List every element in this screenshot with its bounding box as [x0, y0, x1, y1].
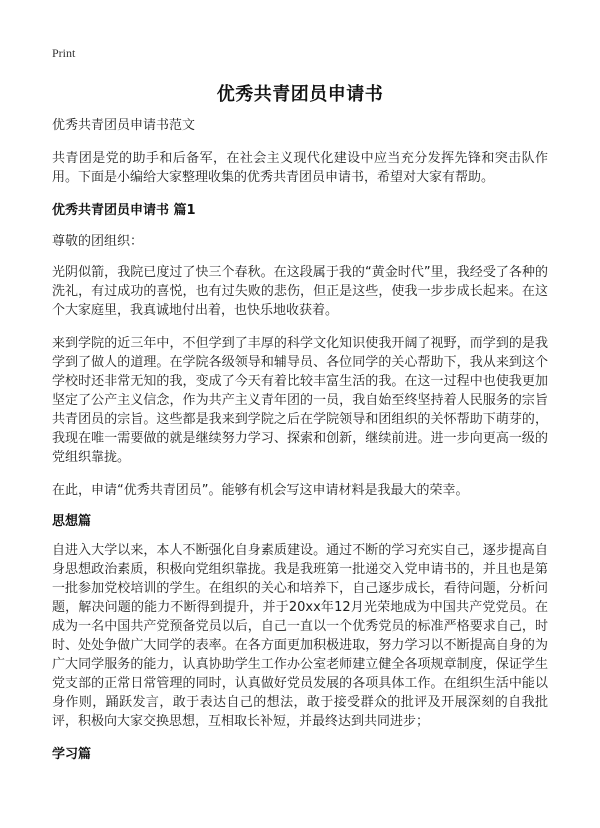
paragraph-4: 自进入大学以来，本人不断强化自身素质建设。通过不断的学习充实自己，逐步提高自身思想政治素质，积极向党组织靠拢。我是我班第一批递交入党申请书的，并且也是第一批参加党校培训的学生。在组织的关心和培养下，自己逐步成长，看待问题，分析问题，解决问题的能力不断得到提升，并于20xx年12月光荣地成为中国共产党党员。在成为一名中国共产党预备党员以后，自己一直以一个优秀党员的标准严格要求自己，时时、处处争做广大同学的表率。在各方面更加积极进取，努力学习以不断提高自身的为广大同学服务的能力，认真协助学生工作办公室老师建立健全各项规章制度，保证学生党支部的正常日常管理的同时，认真做好党员发展的各项具体工作。在组织生活中能以身作则，踊跃发言，敢于表达自己的想法，敢于接受群众的批评及开展深刻的自我批评，积极向大家交换思想，互相取长补短，并最终达到共同进步； — [52, 543, 548, 729]
paragraph-1: 光阴似箭，我院已度过了快三个春秋。在这段属于我的“黄金时代”里，我经受了各种的洗礼，有过成功的喜悦，也有过失败的悲伤，但正是这些，使我一步步成长起来。在这个大家庭里，我真诚地付出着，也快乐地收获着。 — [52, 265, 548, 318]
paragraph-2: 来到学院的近三年中，不但学到了丰厚的科学文化知识使我开阔了视野，而学到的是我学到了做人的道理。在学院各级领导和辅导员、各位同学的关心帮助下，我从来到这个学校时还非常无知的我，变成了今天有着比较丰富生活的我。在这一过程中也使我更加坚定了公产主义信念，作为共产主义青年团的一员，我自始至终坚持着人民服务的宗旨共青团员的宗旨。这些都是我来到学院之后在学院领导和团组织的关怀帮助下萌芽的，我现在唯一需要做的就是继续努力学习、探索和创新，继续前进。进一步向更高一级的党组织靠拢。 — [52, 336, 548, 465]
section-heading-2: 思想篇 — [52, 514, 92, 529]
section-heading-1: 优秀共青团员申请书 篇1 — [52, 203, 196, 218]
document-subtitle: 优秀共青团员申请书范文 — [52, 118, 196, 133]
document-body — [52, 116, 548, 776]
salutation: 尊敬的团组织： — [52, 234, 144, 249]
print-link[interactable]: Print — [52, 46, 76, 60]
intro-paragraph: 共青团是党的助手和后备军，在社会主义现代化建设中应当充分发挥先锋和突击队作用。下面是小编给大家整理收集的优秀共青团员申请书，希望对大家有帮助。 — [52, 151, 548, 185]
paragraph-3: 在此，申请“优秀共青团员”。能够有机会写这申请材料是我最大的荣幸。 — [52, 483, 469, 498]
page-title: 优秀共青团员申请书 — [216, 84, 384, 105]
section-heading-3: 学习篇 — [52, 747, 92, 762]
